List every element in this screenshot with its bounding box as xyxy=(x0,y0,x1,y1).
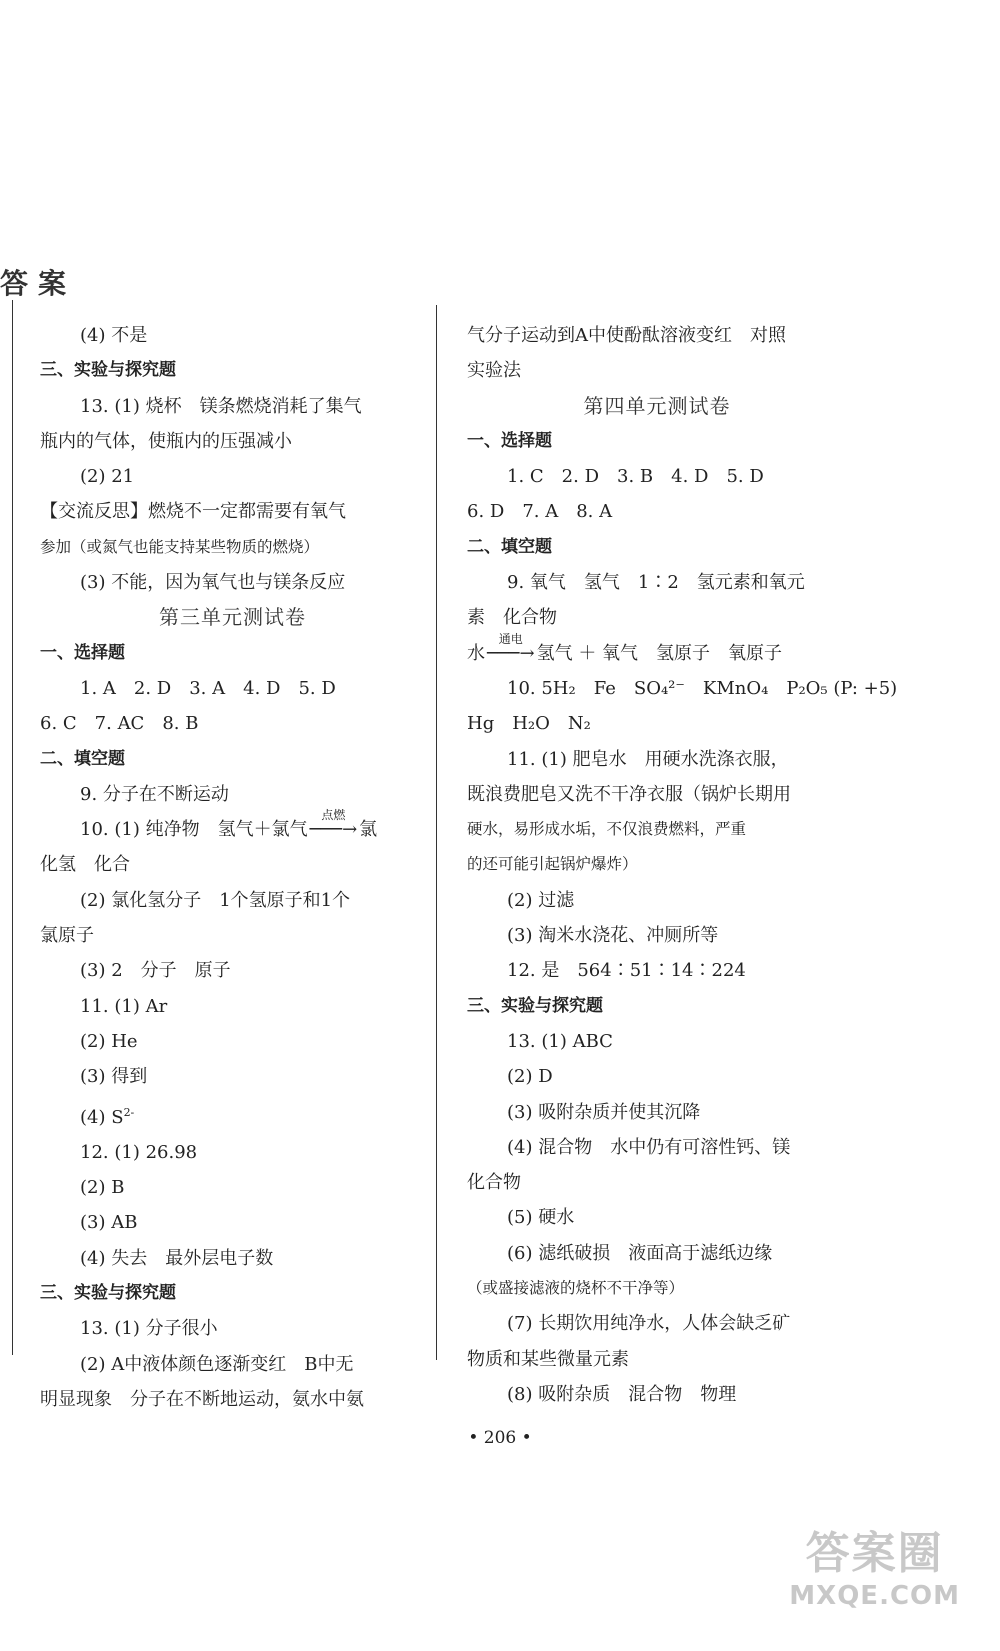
answer-text: 三、实验与探究题 xyxy=(40,1283,176,1304)
answer-text: 既浪费肥皂又洗不干净衣服（锅炉长期用 xyxy=(467,783,791,805)
answer-text: 6. C 7. AC 8. B xyxy=(40,713,199,735)
answer-text: 实验法 xyxy=(467,360,521,382)
answer-line xyxy=(40,1382,425,1417)
answer-line xyxy=(467,318,847,353)
answer-text: (4) 失去 最外层电子数 xyxy=(80,1247,274,1269)
right-column xyxy=(467,318,898,1412)
unit-title xyxy=(467,389,847,424)
answer-text: 11. (1) 肥皂水 用硬水洗涤衣服， xyxy=(507,748,789,770)
answer-text: (5) 硬水 xyxy=(507,1207,575,1229)
answer-line xyxy=(40,565,425,600)
answer-line xyxy=(467,1306,847,1341)
answer-text: (8) 吸附杂质 混合物 物理 xyxy=(507,1383,737,1405)
answer-text: (3) 不能，因为氧气也与镁条反应 xyxy=(80,572,346,594)
answer-line xyxy=(40,389,425,424)
answer-line xyxy=(40,918,425,953)
answer-text: 三、实验与探究题 xyxy=(40,360,176,381)
left-margin-line xyxy=(12,300,13,1355)
answer-line xyxy=(40,706,425,741)
answer-line xyxy=(40,1135,425,1170)
answer-text: 化氢 化合 xyxy=(40,854,130,876)
reaction-arrow: 点燃 ───→ xyxy=(310,812,358,847)
superscript: 2- xyxy=(123,1105,135,1119)
answer-text: 氯 xyxy=(359,819,378,841)
answer-text: 第三单元测试卷 xyxy=(159,605,306,630)
answer-line xyxy=(467,742,847,777)
answer-line xyxy=(467,1059,847,1094)
answer-text: 1. C 2. D 3. B 4. D 5. D xyxy=(507,466,764,488)
left-column xyxy=(40,318,425,1417)
answer-line xyxy=(40,530,425,565)
answer-line xyxy=(467,353,847,388)
answer-text: (6) 滤纸破损 液面高于滤纸边缘 xyxy=(507,1242,773,1264)
answer-line xyxy=(40,459,425,494)
answer-text: 13. (1) 烧杯 镁条燃烧消耗了集气 xyxy=(80,395,362,417)
answer-text: 三、实验与探究题 xyxy=(467,995,603,1016)
answer-text: 氯原子 xyxy=(40,925,94,947)
answer-text: (2) D xyxy=(507,1066,553,1088)
watermark-logo: 答案圈 xyxy=(805,1528,944,1579)
reaction-condition: 通电 xyxy=(498,631,523,646)
answer-text: 第四单元测试卷 xyxy=(583,393,731,418)
answer-text: (3) AB xyxy=(80,1212,138,1234)
answer-text: 参加（或氮气也能支持某些物质的燃烧） xyxy=(40,537,320,556)
answer-text: 的还可能引起锅炉爆炸） xyxy=(467,855,638,874)
answer-text: 气分子运动到A中使酚酞溶液变红 对照 xyxy=(467,325,786,346)
answer-line xyxy=(467,1130,847,1165)
answer-text: (3) 吸附杂质并使其沉降 xyxy=(507,1101,701,1123)
answer-text: 12. (1) 26.98 xyxy=(80,1141,198,1163)
section-heading xyxy=(467,989,847,1024)
answer-text: (2) 21 xyxy=(80,466,135,488)
watermark-url: MXQE.COM xyxy=(789,1581,960,1611)
answer-line xyxy=(467,812,847,847)
answer-text: 水 xyxy=(467,642,485,664)
unit-title xyxy=(40,600,425,635)
answer-text: (4) 不是 xyxy=(80,325,148,346)
answer-text: (2) 氯化氢分子 1个氢原子和1个 xyxy=(80,889,351,911)
answer-text: 氢气 ＋ 氧气 氢原子 氧原子 xyxy=(536,642,783,664)
answer-text: 10. (1) 纯净物 氢气＋氯气 xyxy=(80,819,308,841)
answer-text: (4) 混合物 水中仍有可溶性钙、镁 xyxy=(507,1136,791,1158)
answer-line xyxy=(40,1170,425,1205)
answer-line xyxy=(40,847,425,882)
answer-line xyxy=(40,424,425,459)
answer-line xyxy=(40,1024,425,1059)
answer-text: 素 化合物 xyxy=(467,607,557,629)
answer-line xyxy=(467,883,847,918)
answer-text: (7) 长期饮用纯净水，人体会缺乏矿 xyxy=(507,1313,791,1335)
answer-line xyxy=(40,1347,425,1382)
answer-line xyxy=(467,1271,847,1306)
answer-line xyxy=(40,953,425,988)
answer-line xyxy=(467,1200,847,1235)
answer-text: 二、填空题 xyxy=(467,536,552,557)
answer-text: 9. 分子在不断运动 xyxy=(80,783,229,805)
answer-line xyxy=(40,1311,425,1346)
reaction-condition: 点燃 xyxy=(321,808,346,823)
answer-text: Hg H₂O N₂ xyxy=(467,713,591,735)
page-header: 答案 xyxy=(0,267,77,300)
answer-line xyxy=(467,706,847,741)
answer-text: 1. A 2. D 3. A 4. D 5. D xyxy=(80,677,336,699)
answer-text: 一、选择题 xyxy=(40,642,125,663)
answer-text: 明显现象 分子在不断地运动，氨水中氨 xyxy=(40,1388,364,1410)
answer-line xyxy=(467,847,847,882)
reaction-arrow: 通电 ───→ xyxy=(487,636,535,671)
answer-line xyxy=(40,1205,425,1240)
answer-text: 11. (1) Ar xyxy=(80,995,168,1017)
answer-text: (3) 2 分子 原子 xyxy=(80,960,231,982)
answer-line xyxy=(40,671,425,706)
answer-line xyxy=(467,1377,847,1412)
answer-text: (2) B xyxy=(80,1177,125,1199)
answer-line xyxy=(40,883,425,918)
answer-line xyxy=(40,808,425,847)
answer-line xyxy=(467,631,847,671)
answer-line xyxy=(40,494,425,529)
answer-text: 12. 是 564∶51∶14∶224 xyxy=(507,960,746,982)
answer-line xyxy=(467,918,847,953)
answer-line xyxy=(467,671,898,706)
answer-line xyxy=(467,565,847,600)
answer-line xyxy=(467,1024,847,1059)
answer-text: 化合物 xyxy=(467,1172,521,1194)
answer-line xyxy=(40,1095,425,1135)
answer-line xyxy=(467,953,847,988)
answer-line xyxy=(467,1095,847,1130)
answer-line xyxy=(467,1165,847,1200)
answer-text: (2) 过滤 xyxy=(507,889,575,911)
answer-text: 瓶内的气体，使瓶内的压强减小 xyxy=(40,430,292,452)
answer-text: 二、填空题 xyxy=(40,748,125,769)
section-heading xyxy=(40,1276,425,1311)
answer-line xyxy=(467,777,847,812)
answer-text: (4) S xyxy=(80,1106,124,1128)
answer-text: (2) A中液体颜色逐渐变红 B中无 xyxy=(80,1353,354,1375)
answer-text: 硬水，易形成水垢，不仅浪费燃料，严重 xyxy=(467,820,747,839)
answer-line xyxy=(40,1241,425,1276)
answer-text: (3) 淘米水浇花、冲厕所等 xyxy=(507,925,719,947)
section-heading xyxy=(40,353,425,388)
answer-line xyxy=(467,494,847,529)
page-number: • 206 • xyxy=(468,1428,532,1448)
section-heading xyxy=(40,742,425,777)
section-heading xyxy=(467,424,847,459)
answer-text: (2) He xyxy=(80,1030,138,1052)
answer-line xyxy=(467,459,847,494)
watermark xyxy=(789,1517,960,1611)
answer-text: 13. (1) 分子很小 xyxy=(80,1318,218,1340)
section-heading xyxy=(467,530,847,565)
answer-text: (3) 得到 xyxy=(80,1066,148,1088)
answer-line xyxy=(467,1342,847,1377)
answer-line xyxy=(40,1059,425,1094)
answer-text: 6. D 7. A 8. A xyxy=(467,501,613,523)
answer-text: 【交流反思】燃烧不一定都需要有氧气 xyxy=(40,501,346,523)
answer-text: 物质和某些微量元素 xyxy=(467,1348,629,1370)
answer-text: 13. (1) ABC xyxy=(507,1030,613,1052)
answer-text: 一、选择题 xyxy=(467,430,552,451)
answer-line xyxy=(40,989,425,1024)
answer-line xyxy=(40,318,425,353)
section-heading xyxy=(40,636,425,671)
answer-line xyxy=(40,777,425,812)
column-divider xyxy=(436,305,437,1360)
answer-text: 9. 氧气 氢气 1∶2 氢元素和氧元 xyxy=(507,572,805,594)
answer-text: 10. 5H₂ Fe SO₄²⁻ KMnO₄ P₂O₅ (P: +5) xyxy=(507,677,898,699)
answer-text: （或盛接滤液的烧杯不干净等） xyxy=(467,1279,685,1298)
answer-line xyxy=(467,1236,847,1271)
